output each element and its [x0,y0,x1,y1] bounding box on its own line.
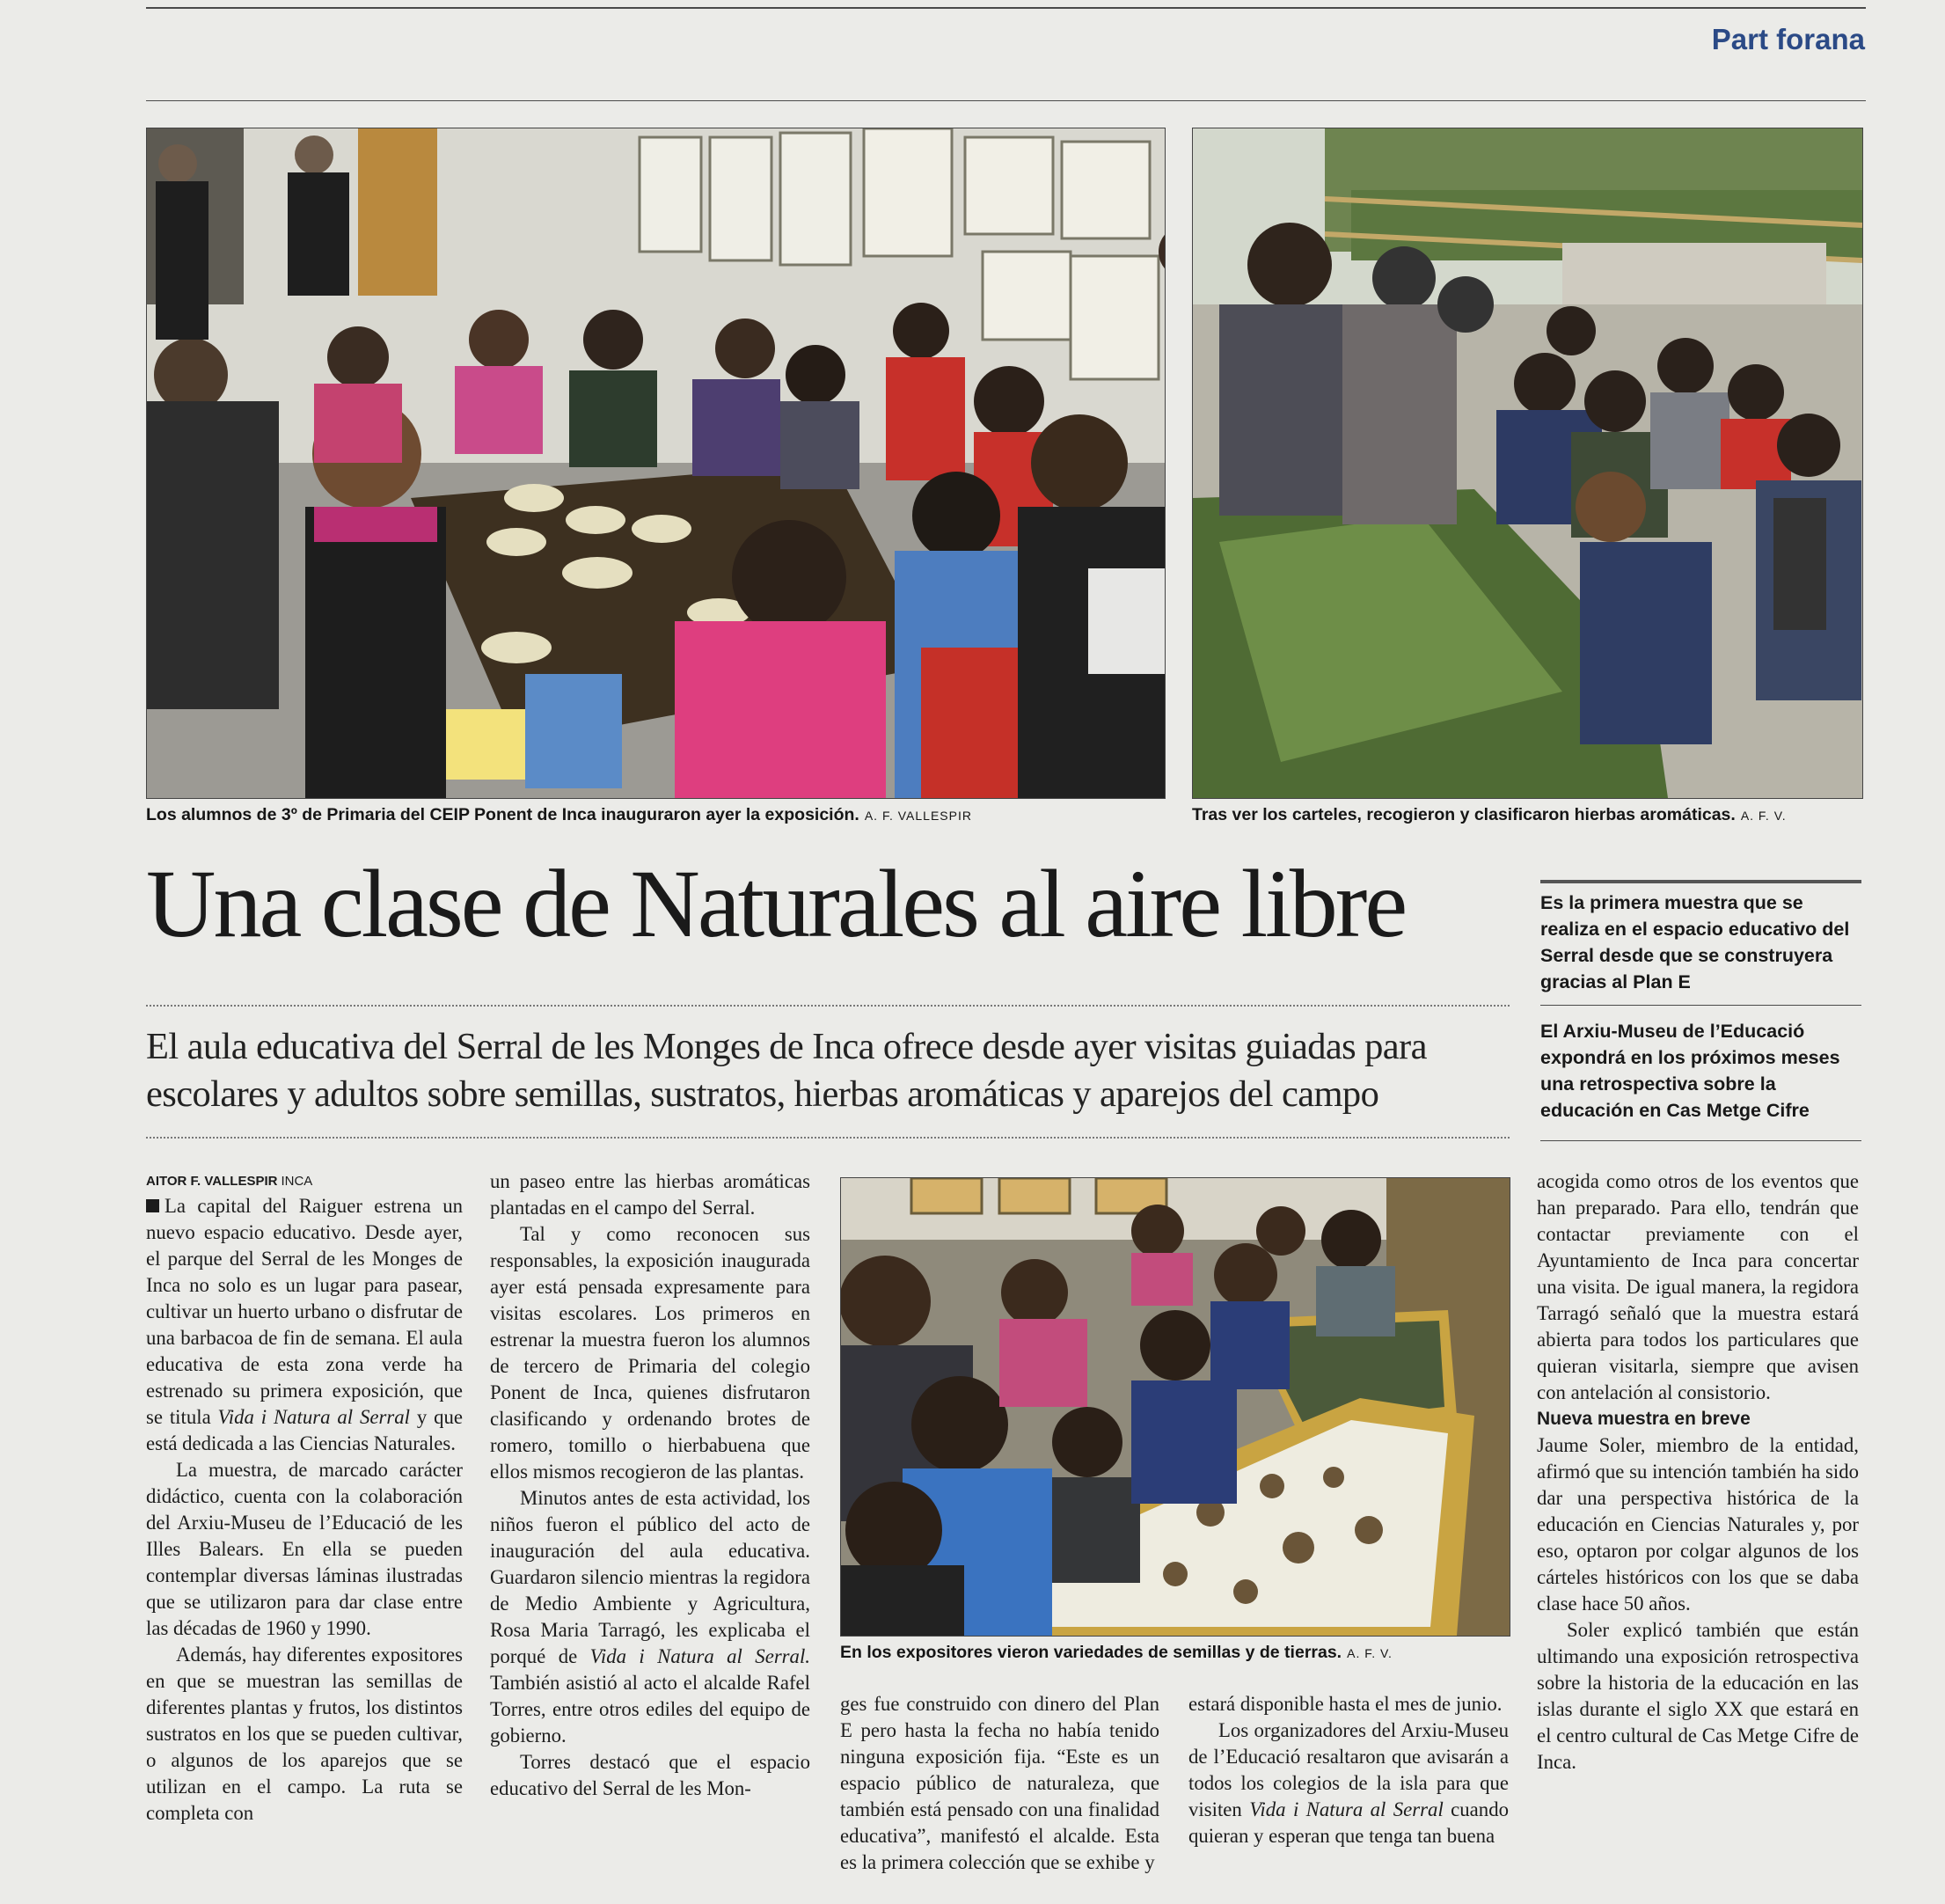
classroom-photo-caption [146,805,972,825]
subheadline: El aula educativa del Serral de les Monges de Inca ofrece desde ayer visitas guiadas para escolares y adultos sobre semillas, sustratos, hierbas aromáticas y aparejos del campo [146,1026,1427,1115]
paragraph: Minutos antes de esta actividad, los niños fueron el público del acto de inauguración del aula educativa. Guardaron silencio mientras la regidora de Medio Ambiente y Agricultura, Rosa Maria Tarragó, les explicaba el porqué de Vida i Natura al Serral. También asistió al acto el alcalde Rafel Torres, entre otros ediles del equipo de gobierno. [490,1487,810,1747]
sidebar-rule [1540,1005,1861,1006]
paragraph: Jaume Soler, miembro de la entidad, afirmó que su intención también ha sido dar una perspectiva histórica de la educación en Ciencias Naturales y, por eso, optaron por colgar algunos de los cárteles históricos con los que se daba clase hace 50 años. [1537,1434,1859,1615]
article-column-3 [840,1691,1159,1876]
paragraph: Tal y como reconocen sus responsables, la exposición inaugurada ayer está pensada expresamente para visitas escolares. Los primeros en estrenar la muestra fueron los alumnos de tercero de Primaria del colegio Ponent de Inca, quienes disfrutaron clasificando y ordenando brotes de romero, tomillo o hierbabuena que ellos mismos recogieron de las plantas. [490,1223,810,1483]
article-column-4 [1188,1691,1509,1849]
author: AITOR F. VALLESPIR [146,1174,278,1189]
photo-credit: A. F. V. [1740,809,1787,823]
caption-text: En los expositores vieron variedades de semillas y de tierras. [840,1643,1342,1662]
paragraph: Además, hay diferentes expositores en que se muestran las semillas de diferentes plantas y frutos, los distintos sustratos en los que se pueden cultivar, o algunos de los aparejos que se utilizan en el campo. La ruta se completa con [146,1644,463,1824]
article-column-1 [146,1193,463,1827]
section-subtitle: Nueva muestra en breve [1537,1409,1751,1429]
header-rule [146,100,1866,101]
display-photo-caption [840,1643,1393,1663]
headline: Una clase de Naturales al aire libre [146,850,1406,957]
section-name: Part forana [1711,23,1865,55]
display-photo [840,1177,1510,1637]
sidebar-top-rule [1540,880,1861,883]
garden-photo [1192,128,1863,799]
photo-credit: A. F. VALLESPIR [864,809,972,823]
caption-text: Los alumnos de 3º de Primaria del CEIP Ponent de Inca inauguraron ayer la exposición. [146,805,859,824]
sidebar-bottom-rule [1540,1140,1861,1141]
location: INCA [281,1174,313,1189]
paragraph: La muestra, de marcado carácter didáctico, cuenta con la colaboración del Arxiu-Museu de l’Educació de les Illes Balears. En ella se pueden contemplar diversas láminas ilustradas que se utilizaron para dar clase entre las décadas de 1960 y 1990. [146,1459,463,1639]
paragraph: Los organizadores del Arxiu-Museu de l’Educació resaltaron que avisarán a todos los colegios de la isla para que visiten Vida i Natura al Serral cuando quieran y esperan que tenga tan buena [1188,1719,1510,1847]
paragraph: ges fue construido con dinero del Plan E pero hasta la fecha no había tenido ninguna exposición fija. “Este es un espacio público de naturaleza, que también está pensado con una finalidad educativa”, manifestó el alcalde. Esta es la primera colección que se exhibe y [840,1693,1159,1873]
paragraph: Torres destacó que el espacio educativo del Serral de les Mon- [490,1751,810,1799]
lead-square-icon [146,1199,159,1212]
classroom-photo [146,128,1166,799]
byline [146,1174,312,1189]
paragraph: estará disponible hasta el mes de junio. [1188,1693,1503,1715]
sidebar-highlight-1: Es la primera muestra que se realiza en el espacio educativo del Serral desde que se construyera gracias al Plan E [1540,892,1850,992]
top-rule [146,7,1866,9]
paragraph: La capital del Raiguer estrena un nuevo espacio educativo. Desde ayer, el parque del Serral de les Monges de Inca no solo es un lugar para pasear, cultivar un huerto urbano o disfrutar de una barbacoa de fin de semana. El aula educativa de esta zona verde ha estrenado su primera exposición, que se titula Vida i Natura al Serral y que está dedicada a las Ciencias Naturales. [146,1195,463,1454]
photo-credit: A. F. V. [1347,1646,1393,1660]
article-column-2 [490,1168,810,1802]
sidebar-highlight-2: El Arxiu-Museu de l’Educació expondrá en los próximos meses una retrospectiva sobre la educación en Cas Metge Cifre [1540,1021,1840,1121]
caption-text: Tras ver los carteles, recogieron y clasificaron hierbas aromáticas. [1192,805,1736,824]
paragraph: acogida como otros de los eventos que han preparado. Para ello, tendrán que contactar previamente con el Ayuntamiento de Inca para concertar una visita. De igual manera, la regidora Tarragó señaló que la muestra estará abierta para todos los particulares que quieran visitarla, siempre que avisen con antelación al consistorio. [1537,1170,1859,1403]
article-column-5 [1537,1168,1859,1776]
paragraph: Soler explicó también que están ultimando una exposición retrospectiva sobre la historia de la educación en las islas durante el siglo XX que estará en el centro cultural de Cas Metge Cifre de Inca. [1537,1619,1859,1773]
dotted-divider [146,1137,1510,1139]
paragraph: un paseo entre las hierbas aromáticas plantadas en el campo del Serral. [490,1170,810,1219]
garden-photo-caption [1192,805,1787,825]
dotted-divider [146,1005,1510,1007]
